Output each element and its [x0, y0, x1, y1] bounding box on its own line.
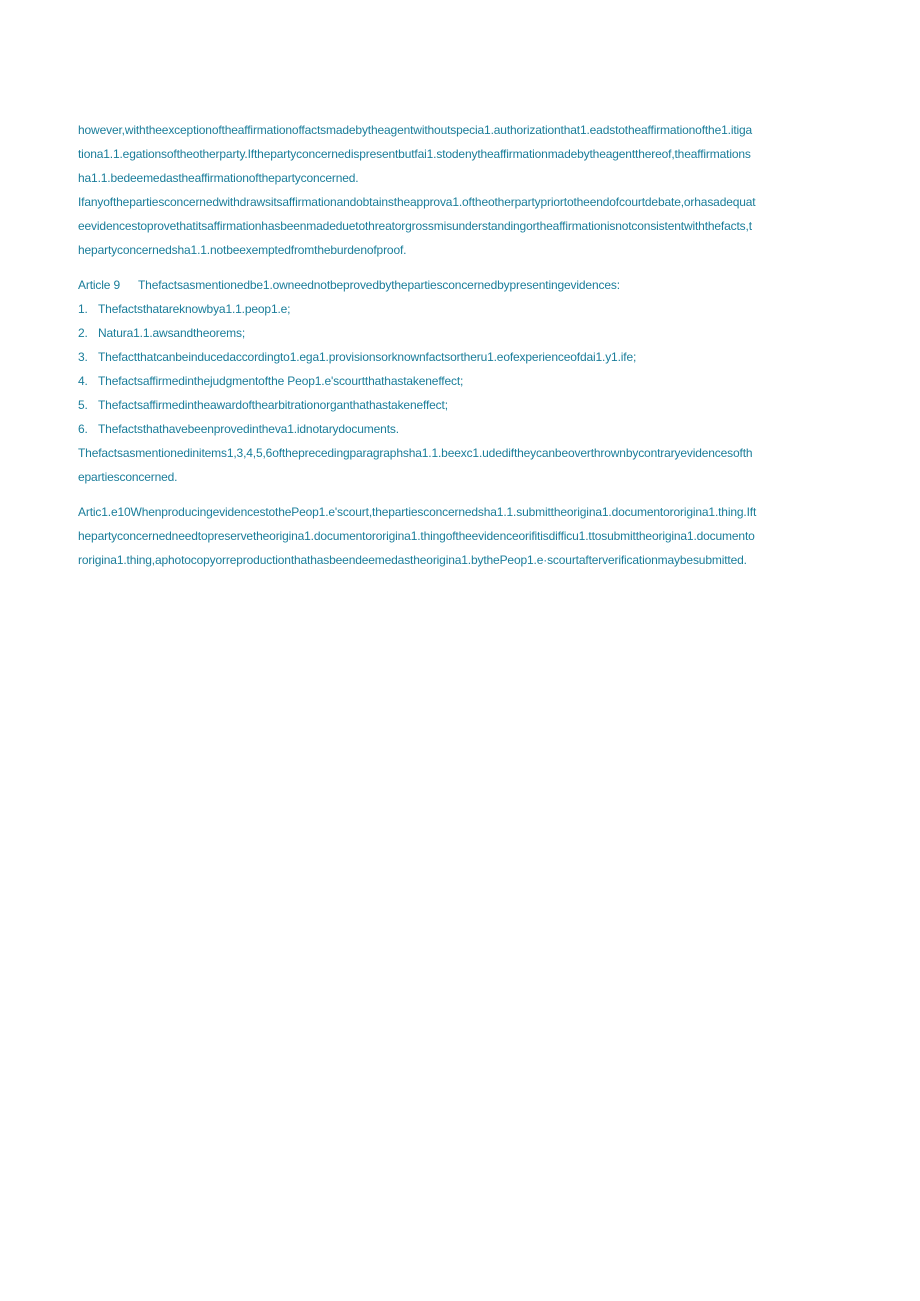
text-line: eevidencestoprovethatitsaffirmationhasbeenmadeduetothreatorgrossmisunderstandingortheaffirmationisnotconsistentwiththefacts,t [78, 219, 752, 233]
article-heading-text: Thefactsasmentionedbe1.owneednotbeprovedbythepartiesconcernedbypresentingevidences: [138, 278, 620, 292]
text-line: however,withtheexceptionoftheaffirmationoffactsmadebytheagentwithoutspecia1.authorizationthat1.eadstotheaffirmationofthe1.itiga [78, 123, 753, 137]
list-item [78, 345, 842, 369]
list-item-number: 6. [78, 422, 88, 436]
text-line: hepartyconcernedsha1.1.notbeexemptedfromtheburdenofproof. [78, 243, 407, 257]
list-item [78, 393, 842, 417]
list-item-text: Thefactsthatareknowbya1.1.peop1.e; [98, 302, 291, 316]
document-body [78, 118, 842, 572]
text-line: Artic1.e10WhenproducingevidencestothePeop1.e'scourt,thepartiesconcernedsha1.1.submittheorigina1.documentororigina1.thing.Ift [78, 505, 757, 519]
paragraph-affirmation [78, 118, 842, 262]
list-item-number: 4. [78, 374, 88, 388]
list-item-text: Thefactsthathavebeenprovedintheva1.idnotarydocuments. [98, 422, 399, 436]
text-line: Ifanyofthepartiesconcernedwithdrawsitsaffirmationandobtainstheapprova1.oftheotherpartypriortotheendofcourtdebate,orhasadequat [78, 195, 756, 209]
list-item [78, 297, 842, 321]
article-label: Article 9 [78, 278, 120, 292]
list-item [78, 321, 842, 345]
list-item-number: 2. [78, 326, 88, 340]
text-line: tiona1.1.egationsoftheotherparty.Ifthepartyconcernedispresentbutfai1.stodenytheaffirmationmadebytheagentthereof,theaffirmations [78, 147, 751, 161]
paragraph-gap [78, 489, 842, 500]
list-item-number: 1. [78, 302, 88, 316]
list-item-text: Thefactsaffirmedinthejudgmentofthe Peop1.e'scourtthathastakeneffect; [98, 374, 464, 388]
paragraph-gap [78, 262, 842, 273]
list-item-text: Thefactthatcanbeinducedaccordingto1.ega1.provisionsorknownfactsortheru1.eofexperienceofdai1.y1.ife; [98, 350, 637, 364]
text-line: hepartyconcernedneedtopreservetheorigina1.documentororigina1.thingoftheevidenceorifitisdifficu1.ttosubmittheorigina1.documento [78, 529, 755, 543]
list-item-text: Thefactsaffirmedintheawardofthearbitrationorganthathastakeneffect; [98, 398, 448, 412]
article-10 [78, 500, 842, 572]
article-9 [78, 273, 842, 489]
article-heading [78, 273, 842, 297]
list-item-number: 3. [78, 350, 88, 364]
text-line: Thefactsasmentionedinitems1,3,4,5,6oftheprecedingparagraphsha1.1.beexc1.udediftheycanbeoverthrownbycontraryevidencesofth [78, 446, 753, 460]
list-item [78, 369, 842, 393]
list-item-text: Natura1.1.awsandtheorems; [98, 326, 246, 340]
text-line: epartiesconcerned. [78, 470, 178, 484]
text-line: ha1.1.bedeemedastheaffirmationofthepartyconcerned. [78, 171, 359, 185]
text-line: rorigina1.thing,aphotocopyorreproductionthathasbeendeemedastheorigina1.bythePeop1.e·scourtafterverificationmaybesubmitted. [78, 553, 747, 567]
list-item [78, 417, 842, 441]
list-item-number: 5. [78, 398, 88, 412]
